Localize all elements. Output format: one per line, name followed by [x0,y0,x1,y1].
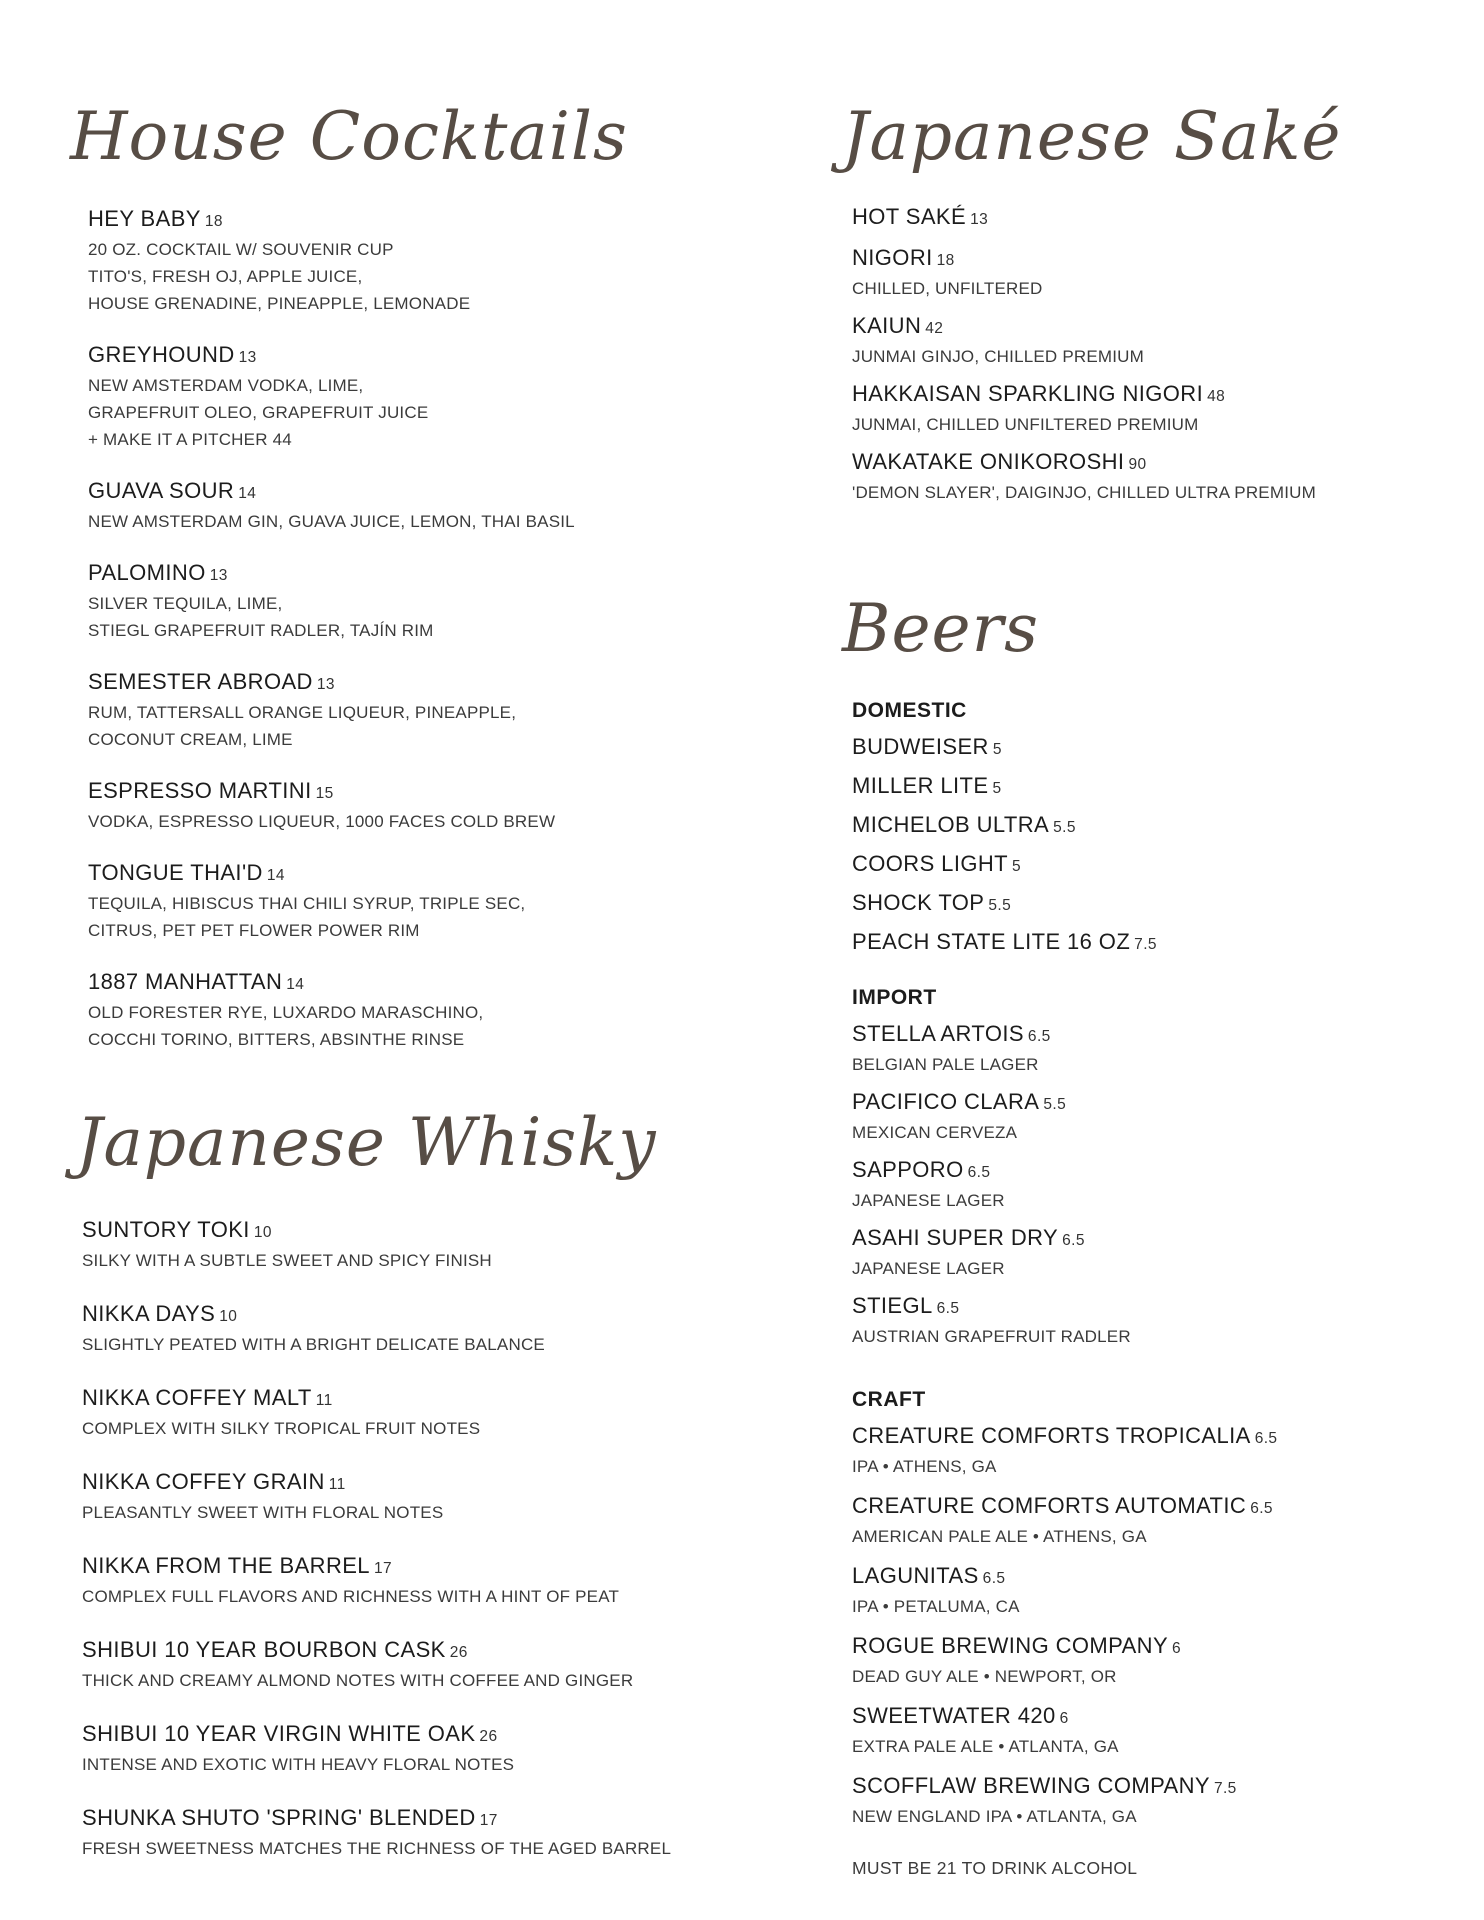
item-price: 26 [449,1644,468,1661]
item-title: PEACH STATE LITE 16 OZ [852,929,1131,954]
item-title: SAPPORO [852,1157,964,1182]
item-price: 17 [373,1560,392,1577]
item-title: STELLA ARTOIS [852,1021,1024,1046]
item-name [852,1492,1452,1523]
item-title: MILLER LITE [852,773,989,798]
menu-item [82,1552,722,1610]
item-title: NIKKA FROM THE BARREL [82,1553,370,1578]
item-price: 6.5 [1027,1028,1051,1045]
menu-item [88,777,728,835]
menu-item [82,1468,722,1526]
item-description: COCONUT CREAM, LIME [88,730,293,749]
menu-item [852,1088,1452,1146]
item-title: NIKKA COFFEY MALT [82,1385,312,1410]
item-description: AUSTRIAN GRAPEFRUIT RADLER [852,1327,1131,1346]
item-name [852,312,1452,343]
item-price: 5.5 [988,897,1012,914]
item-title: HAKKAISAN SPARKLING NIGORI [852,381,1204,406]
item-title: WAKATAKE ONIKOROSHI [852,449,1125,474]
item-name [82,1804,722,1835]
item-price: 7.5 [1213,1780,1237,1797]
item-title: HOT SAKÉ [852,204,967,229]
japanese-whisky-title: Japanese Whisky [76,1104,657,1181]
item-price: 5.5 [1043,1096,1067,1113]
item-name [852,1422,1452,1453]
item-name [852,380,1452,411]
item-title: TONGUE THAI'D [88,860,263,885]
item-description: CHILLED, UNFILTERED [852,279,1043,298]
item-description: STIEGL GRAPEFRUIT RADLER, TAJÍN RIM [88,621,434,640]
item-description: TITO'S, FRESH OJ, APPLE JUICE, [88,267,363,286]
item-name [88,341,728,372]
item-name [852,889,1452,920]
item-title: NIKKA DAYS [82,1301,216,1326]
item-title: 1887 MANHATTAN [88,969,283,994]
item-title: STIEGL [852,1293,933,1318]
item-name [852,772,1452,803]
menu-item [82,1720,722,1778]
item-description: CITRUS, PET PET FLOWER POWER RIM [88,921,420,940]
menu-item [852,1156,1452,1214]
item-name [852,244,1452,275]
item-price: 15 [315,785,334,802]
menu-item [852,380,1452,438]
item-price: 10 [253,1224,272,1241]
item-title: ROGUE BREWING COMPANY [852,1633,1169,1658]
item-price: 6 [1059,1710,1069,1727]
menu-item [852,1702,1452,1760]
import-heading: IMPORT [852,986,937,1009]
menu-item [88,341,728,453]
menu-item [82,1804,722,1862]
menu-item [852,1772,1452,1830]
item-description: AMERICAN PALE ALE • ATHENS, GA [852,1527,1147,1546]
item-price: 7.5 [1134,936,1157,953]
menu-item [852,1492,1452,1550]
item-name [82,1216,722,1247]
item-description: GRAPEFRUIT OLEO, GRAPEFRUIT JUICE [88,403,429,422]
item-title: HEY BABY [88,206,201,231]
age-notice: MUST BE 21 TO DRINK ALCOHOL [852,1858,1138,1878]
item-description: IPA • ATHENS, GA [852,1457,997,1476]
item-description: PLEASANTLY SWEET WITH FLORAL NOTES [82,1503,444,1522]
house-cocktails-title: House Cocktails [70,98,628,175]
item-title: NIKKA COFFEY GRAIN [82,1469,325,1494]
item-description: BELGIAN PALE LAGER [852,1055,1039,1074]
item-name [82,1636,722,1667]
menu-item [852,203,1452,234]
item-title: SEMESTER ABROAD [88,669,313,694]
item-price: 13 [238,349,257,366]
item-title: ASAHI SUPER DRY [852,1225,1059,1250]
item-price: 6.5 [1250,1500,1273,1517]
item-name [852,1292,1452,1323]
item-description: + MAKE IT A PITCHER 44 [88,430,292,449]
item-description: OLD FORESTER RYE, LUXARDO MARASCHINO, [88,1003,484,1022]
item-description: NEW AMSTERDAM GIN, GUAVA JUICE, LEMON, THAI BASIL [88,512,575,531]
menu-item [852,312,1452,370]
item-price: 26 [479,1728,498,1745]
menu-item [852,811,1452,842]
item-title: ESPRESSO MARTINI [88,778,312,803]
item-name [88,777,728,808]
item-description: 'DEMON SLAYER', DAIGINJO, CHILLED ULTRA PREMIUM [852,483,1316,502]
item-name [88,968,728,999]
craft-heading: CRAFT [852,1388,926,1411]
menu-item [852,244,1452,302]
item-description: COMPLEX FULL FLAVORS AND RICHNESS WITH A HINT OF PEAT [82,1587,620,1606]
item-name [88,477,728,508]
item-title: GREYHOUND [88,342,235,367]
item-description: MEXICAN CERVEZA [852,1123,1018,1142]
item-price: 6.5 [982,1570,1006,1587]
item-title: SHUNKA SHUTO 'SPRING' BLENDED [82,1805,476,1830]
item-price: 13 [316,676,335,693]
item-name [82,1468,722,1499]
item-price: 6.5 [1062,1232,1085,1249]
item-name [88,205,728,236]
menu-item [852,772,1452,803]
item-name [852,1020,1452,1051]
item-price: 13 [970,211,989,228]
item-description: COMPLEX WITH SILKY TROPICAL FRUIT NOTES [82,1419,481,1438]
item-description: JUNMAI GINJO, CHILLED PREMIUM [852,347,1144,366]
import-list [852,1020,1452,1350]
item-title: GUAVA SOUR [88,478,235,503]
item-price: 90 [1128,456,1147,473]
item-title: NIGORI [852,245,933,270]
menu-item [82,1216,722,1274]
item-title: SUNTORY TOKI [82,1217,250,1242]
craft-list [852,1422,1452,1830]
item-title: PACIFICO CLARA [852,1089,1040,1114]
item-description: SILKY WITH A SUBTLE SWEET AND SPICY FINISH [82,1251,492,1270]
item-description: NEW ENGLAND IPA • ATLANTA, GA [852,1807,1137,1826]
domestic-list [852,733,1452,959]
item-price: 11 [315,1392,333,1409]
item-name [852,811,1452,842]
beers-title: Beers [842,590,1040,667]
menu-item [852,1562,1452,1620]
item-description: DEAD GUY ALE • NEWPORT, OR [852,1667,1117,1686]
item-description: EXTRA PALE ALE • ATLANTA, GA [852,1737,1119,1756]
item-name [852,1632,1452,1663]
item-price: 11 [328,1476,346,1493]
item-title: LAGUNITAS [852,1563,979,1588]
item-description: COCCHI TORINO, BITTERS, ABSINTHE RINSE [88,1030,465,1049]
item-description: NEW AMSTERDAM VODKA, LIME, [88,376,364,395]
menu-item [82,1636,722,1694]
domestic-heading: DOMESTIC [852,699,967,722]
menu-item [852,1292,1452,1350]
item-name [82,1300,722,1331]
item-name [852,733,1452,764]
menu-item [88,968,728,1053]
item-description: TEQUILA, HIBISCUS THAI CHILI SYRUP, TRIPLE SEC, [88,894,526,913]
item-price: 5 [992,780,1002,797]
item-price: 5.5 [1053,819,1076,836]
item-name [88,859,728,890]
item-price: 5 [1011,858,1022,875]
item-description: JAPANESE LAGER [852,1191,1005,1210]
menu-item [852,1632,1452,1690]
item-price: 42 [925,320,944,337]
item-price: 18 [204,213,223,230]
item-description: JAPANESE LAGER [852,1259,1005,1278]
item-description: HOUSE GRENADINE, PINEAPPLE, LEMONADE [88,294,471,313]
japanese-whisky-list [82,1216,722,1862]
menu-item [852,889,1452,920]
item-description: VODKA, ESPRESSO LIQUEUR, 1000 FACES COLD BREW [88,812,556,831]
item-name [82,1552,722,1583]
item-title: SHIBUI 10 YEAR BOURBON CASK [82,1637,446,1662]
item-description: SILVER TEQUILA, LIME, [88,594,283,613]
item-title: KAIUN [852,313,922,338]
item-title: PALOMINO [88,560,206,585]
house-cocktails-list [88,205,728,1053]
item-name [82,1720,722,1751]
item-title: MICHELOB ULTRA [852,812,1050,837]
item-name [852,1224,1452,1255]
item-price: 6.5 [1254,1430,1278,1447]
item-name [852,1088,1452,1119]
item-price: 10 [219,1308,238,1325]
item-price: 14 [266,867,285,884]
item-price: 6.5 [967,1164,991,1181]
item-price: 14 [286,976,305,993]
item-price: 48 [1207,388,1226,405]
item-name [82,1384,722,1415]
item-price: 14 [238,485,257,502]
menu-item [852,928,1452,959]
item-name [852,203,1452,234]
menu-item [88,559,728,644]
item-price: 17 [479,1812,498,1829]
item-name [88,559,728,590]
item-description: INTENSE AND EXOTIC WITH HEAVY FLORAL NOTES [82,1755,515,1774]
menu-item [88,477,728,535]
menu-item [852,850,1452,881]
beers-domestic [852,697,1452,959]
item-description: FRESH SWEETNESS MATCHES THE RICHNESS OF THE AGED BARREL [82,1839,672,1858]
item-name [852,850,1452,881]
item-name [852,928,1452,959]
menu-item [852,733,1452,764]
menu-item [88,859,728,944]
item-title: CREATURE COMFORTS AUTOMATIC [852,1493,1247,1518]
item-title: SHIBUI 10 YEAR VIRGIN WHITE OAK [82,1721,476,1746]
item-name [852,448,1452,479]
menu-item [88,205,728,317]
item-description: 20 OZ. COCKTAIL W/ SOUVENIR CUP [88,240,394,259]
item-description: THICK AND CREAMY ALMOND NOTES WITH COFFEE AND GINGER [82,1671,634,1690]
item-price: 6.5 [936,1300,960,1317]
item-title: CREATURE COMFORTS TROPICALIA [852,1423,1251,1448]
menu-item [852,1422,1452,1480]
item-description: JUNMAI, CHILLED UNFILTERED PREMIUM [852,415,1199,434]
japanese-sake-list [852,203,1452,506]
item-title: SHOCK TOP [852,890,985,915]
item-description: RUM, TATTERSALL ORANGE LIQUEUR, PINEAPPLE, [88,703,517,722]
beers-import [852,984,1452,1350]
item-price: 5 [992,741,1002,758]
item-price: 6 [1172,1640,1182,1657]
item-name [852,1702,1452,1733]
menu-item [852,448,1452,506]
item-name [88,668,728,699]
menu-item [852,1224,1452,1282]
menu-item [852,1020,1452,1078]
item-name [852,1772,1452,1803]
item-name [852,1156,1452,1187]
item-description: SLIGHTLY PEATED WITH A BRIGHT DELICATE BALANCE [82,1335,545,1354]
item-title: SWEETWATER 420 [852,1703,1056,1728]
item-name [852,1562,1452,1593]
menu-item [82,1384,722,1442]
menu-item [82,1300,722,1358]
item-description: IPA • PETALUMA, CA [852,1597,1020,1616]
beers-craft [852,1386,1452,1830]
menu-item [88,668,728,753]
item-price: 18 [936,252,955,269]
item-title: COORS LIGHT [852,851,1008,876]
item-price: 13 [209,567,228,584]
item-title: BUDWEISER [852,734,989,759]
japanese-sake-title: Japanese Saké [842,98,1342,175]
item-title: SCOFFLAW BREWING COMPANY [852,1773,1210,1798]
